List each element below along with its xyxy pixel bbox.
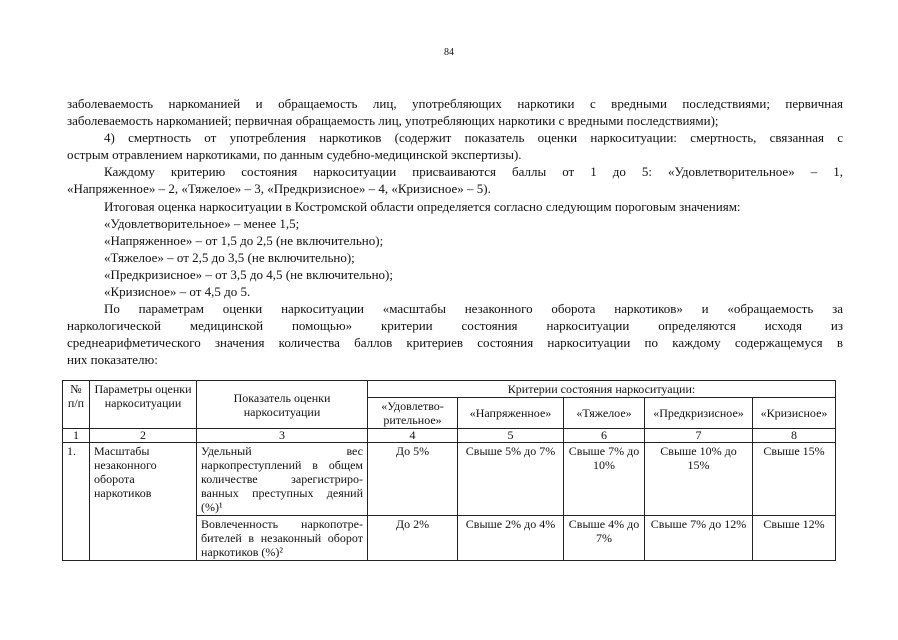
row-indicator: Вовлеченность наркопотре-бителей в незаконный оборот наркотиков (%)² [197, 516, 368, 561]
paragraph-line: «Напряженное» – 2, «Тяжелое» – 3, «Предкризисное» – 4, «Кризисное» – 5). [67, 181, 491, 197]
row-number: 1. [63, 443, 90, 561]
header-indicator: Показатель оценки наркоситуации [197, 381, 368, 429]
threshold-list [67, 215, 843, 300]
row-value: До 2% [368, 516, 458, 561]
paragraph-line: заболеваемость наркоманией; первичная обращаемость лиц, употребляющих наркотики с вредными последствиями); [67, 113, 719, 129]
row-value: Свыше 5% до 7% [458, 443, 564, 516]
row-value: Свыше 7% до 12% [645, 516, 753, 561]
paragraph-line: острым отравлением наркотиками, по данным судебно-медицинской экспертизы). [67, 147, 522, 163]
subheader-cell: «Удовлетво-рительное» [368, 398, 458, 429]
threshold-item: «Кризисное» – от 4,5 до 5. [104, 284, 251, 300]
row-param: Масштабы незаконного оборота наркотиков [90, 443, 197, 561]
column-number: 5 [458, 429, 564, 443]
threshold-item: «Удовлетворительное» – менее 1,5; [104, 215, 300, 231]
column-number: 7 [645, 429, 753, 443]
row-value: Свыше 12% [753, 516, 836, 561]
paragraph-line: По параметрам оценки наркоситуации «масштабы незаконного оборота наркотиков» и «обращаемость за [104, 301, 843, 317]
column-number: 2 [90, 429, 197, 443]
paragraph-line: Каждому критерию состояния наркоситуации присваиваются баллы от 1 до 5: «Удовлетворительное» – 1, [104, 164, 843, 180]
paragraph-line: заболеваемость наркоманией и обращаемость лиц, употребляющих наркотики с вредными последствиями; первичная [67, 96, 843, 111]
subheader-cell: «Напряженное» [458, 398, 564, 429]
column-number: 6 [564, 429, 645, 443]
column-number-row [63, 429, 836, 443]
table-header-row [63, 381, 836, 398]
threshold-item: «Тяжелое» – от 2,5 до 3,5 (не включительно); [104, 249, 355, 265]
criteria-table [62, 380, 836, 561]
header-num: № п/п [63, 381, 90, 429]
header-params: Параметры оценки наркоситуации [90, 381, 197, 429]
subheader-cell: «Предкризисное» [645, 398, 753, 429]
row-value: Свыше 4% до 7% [564, 516, 645, 561]
column-number: 3 [197, 429, 368, 443]
table-row [63, 443, 836, 516]
page-number: 84 [444, 47, 454, 58]
column-number: 4 [368, 429, 458, 443]
row-value: Свыше 10% до 15% [645, 443, 753, 516]
subheader-cell: «Кризисное» [753, 398, 836, 429]
paragraph-line: 4) смертность от употребления наркотиков (содержит показатель оценки наркоситуации: смертность, связанная с [104, 130, 843, 146]
row-value: Свыше 7% до 10% [564, 443, 645, 516]
paragraph-line: наркологической медицинской помощью» критерии состояния наркоситуации определяются исходя из [67, 318, 843, 334]
paragraph-line: Итоговая оценка наркоситуации в Костромской области определяется согласно следующим пороговым значениям: [104, 198, 741, 214]
row-value: До 5% [368, 443, 458, 516]
row-value: Свыше 2% до 4% [458, 516, 564, 561]
body-text [67, 95, 843, 369]
paragraph-line: них показателю: [67, 352, 158, 368]
subheader-cell: «Тяжелое» [564, 398, 645, 429]
threshold-item: «Напряженное» – от 1,5 до 2,5 (не включительно); [104, 232, 384, 248]
row-value: Свыше 15% [753, 443, 836, 516]
row-indicator: Удельный вес наркопреступлений в общем количестве зарегистриро-ванных преступных деяний (%)¹ [197, 443, 368, 516]
column-number: 1 [63, 429, 90, 443]
threshold-item: «Предкризисное» – от 3,5 до 4,5 (не включительно); [104, 266, 393, 282]
paragraph-line: среднеарифметического значения количества баллов критериев состояния наркоситуации по каждому содержащемуся в [67, 335, 843, 351]
column-number: 8 [753, 429, 836, 443]
header-criteria: Критерии состояния наркоситуации: [368, 381, 836, 398]
